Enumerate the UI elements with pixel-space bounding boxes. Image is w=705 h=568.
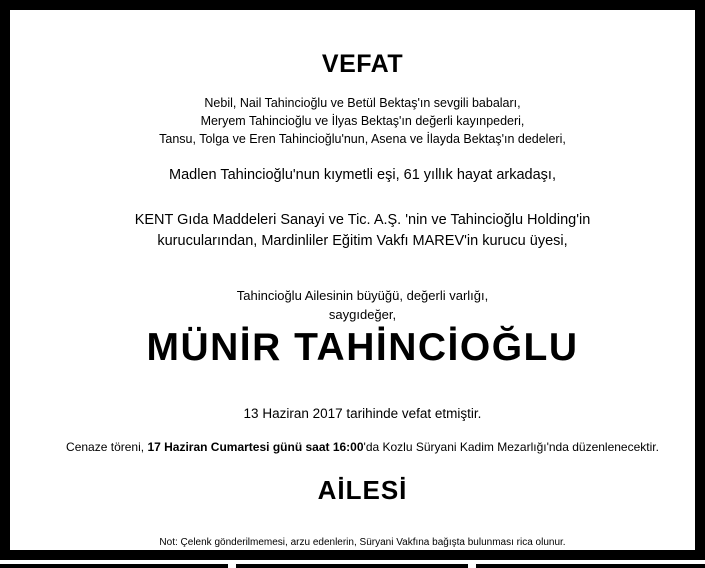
elder-line: saygıdeğer, xyxy=(328,307,397,322)
funeral-prefix: Cenaze töreni, xyxy=(66,440,148,454)
funeral-date-time: 17 Haziran Cumartesi günü saat 16:00 xyxy=(147,440,364,454)
funeral-suffix: 'da Kozlu Süryani Kadim Mezarlığı'nda düzenlenecektir. xyxy=(363,440,659,454)
edge-segment xyxy=(0,564,228,568)
edge-segment xyxy=(476,564,705,568)
page-edge xyxy=(0,560,705,568)
footer-note: Not: Çelenk gönderilmemesi, arzu edenlerin, Süryani Vakfına bağışta bulunması rica olunur. xyxy=(159,537,566,548)
founder-line: KENT Gıda Maddeleri Sanayi ve Tic. A.Ş. 'nin ve Tahincioğlu Holding'in xyxy=(134,212,591,228)
relation-line: Nebil, Nail Tahincioğlu ve Betül Bektaş'ın sevgili babaları, xyxy=(204,96,521,110)
edge-segment xyxy=(236,564,468,568)
notice-title: VEFAT xyxy=(321,50,404,78)
family-signature: AİLESİ xyxy=(317,475,408,505)
spouse-line: Madlen Tahincioğlu'nun kıymetli eşi, 61 yıllık hayat arkadaşı, xyxy=(169,167,556,183)
deceased-name: MÜNİR TAHİNCİOĞLU xyxy=(146,326,579,369)
funeral-line xyxy=(20,440,705,454)
death-date-line: 13 Haziran 2017 tarihinde vefat etmiştir. xyxy=(243,406,482,421)
elder-line: Tahincioğlu Ailesinin büyüğü, değerli varlığı, xyxy=(236,288,489,303)
relation-line: Tansu, Tolga ve Eren Tahincioğlu'nun, Asena ve İlayda Bektaş'ın dedeleri, xyxy=(159,132,566,146)
relation-line: Meryem Tahincioğlu ve İlyas Bektaş'ın değerli kayınpederi, xyxy=(200,114,525,128)
founder-line: kurucularından, Mardinliler Eğitim Vakfı MAREV'in kurucu üyesi, xyxy=(157,233,568,249)
